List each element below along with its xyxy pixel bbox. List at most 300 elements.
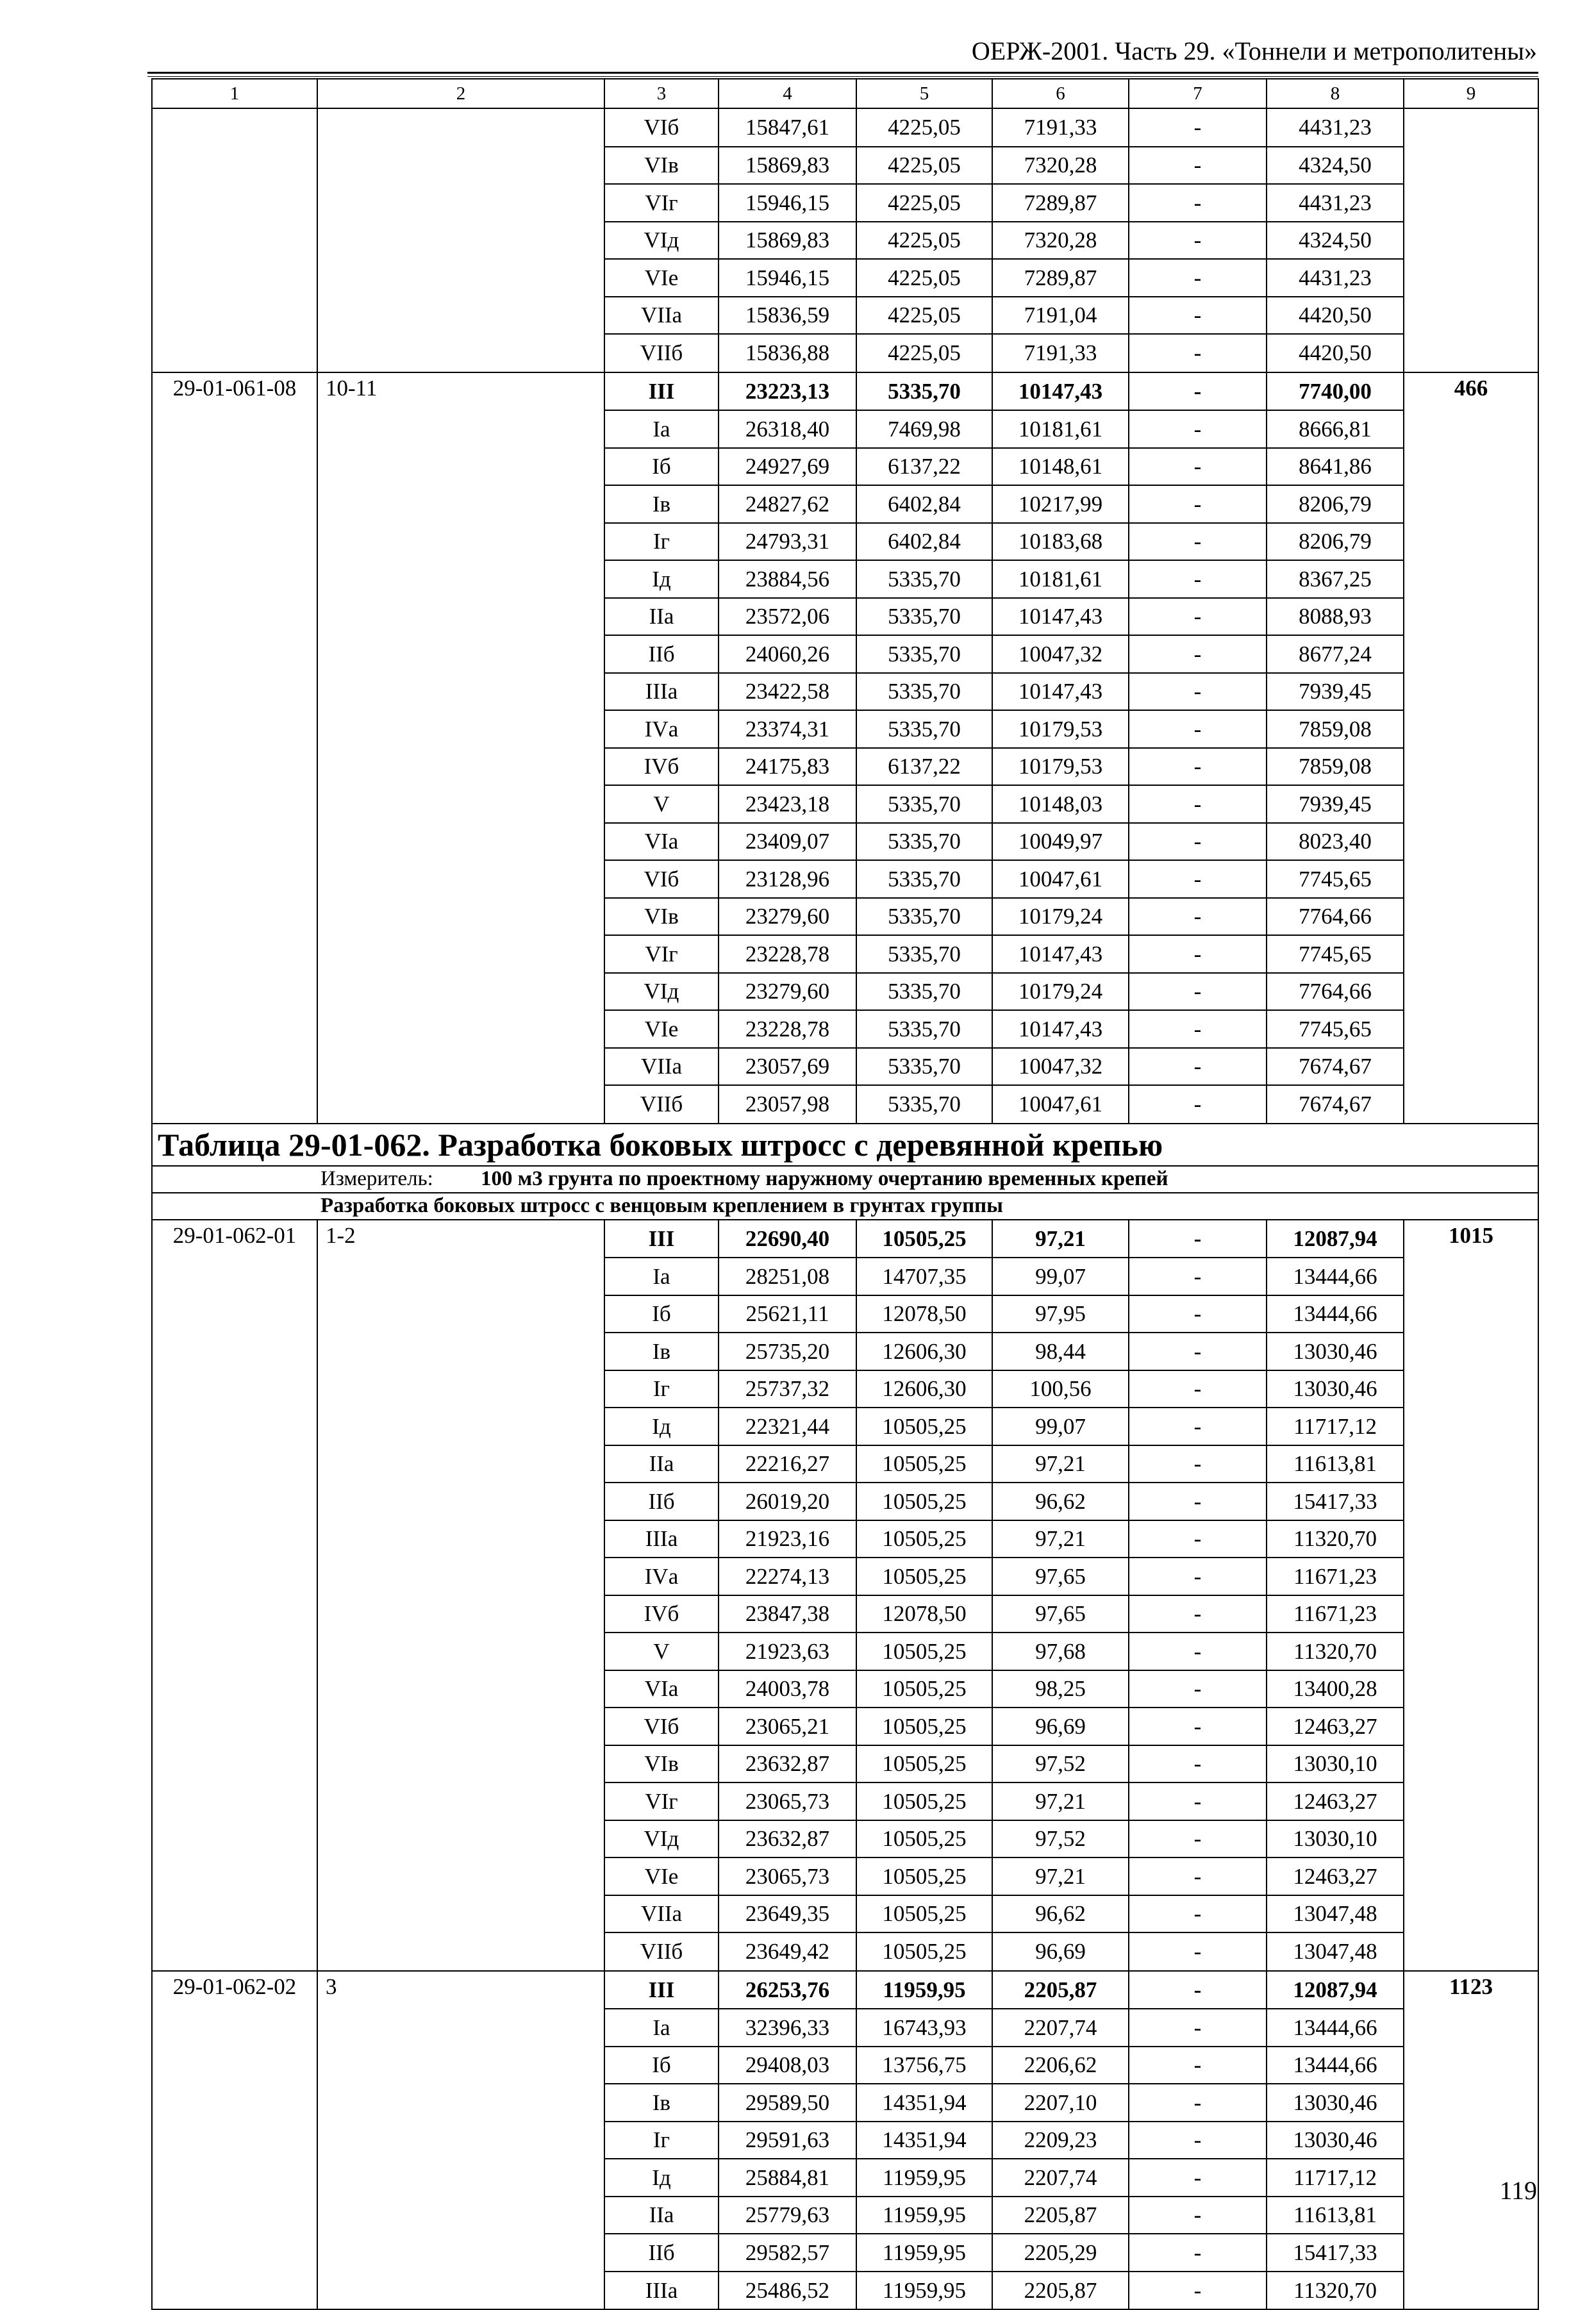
value-cell: 10181,61	[992, 410, 1129, 448]
value-cell: -	[1129, 2084, 1267, 2122]
value-cell: 97,52	[992, 1820, 1129, 1858]
column-header: 3	[604, 79, 719, 108]
table-title: Таблица 29-01-062. Разработка боковых штросс с деревянной крепью	[158, 1126, 1163, 1163]
header-rule	[147, 72, 1538, 74]
value-cell: 4225,05	[856, 222, 992, 260]
value-cell: -	[1129, 1595, 1267, 1633]
empty-cell	[1404, 1370, 1538, 1408]
empty-cell	[152, 1483, 317, 1520]
soil-group-cell: VIе	[604, 259, 719, 297]
empty-cell	[317, 2272, 604, 2310]
value-cell: -	[1129, 1932, 1267, 1971]
soil-group-cell: IIб	[604, 635, 719, 673]
value-cell: 21923,63	[719, 1633, 856, 1670]
soil-group-cell: VIг	[604, 935, 719, 973]
table-row	[152, 147, 1538, 185]
empty-cell	[152, 1445, 317, 1483]
value-cell: -	[1129, 2047, 1267, 2084]
value-cell: 23057,69	[719, 1048, 856, 1086]
empty-cell	[152, 1558, 317, 1595]
value-cell: -	[1129, 1445, 1267, 1483]
column-header: 6	[992, 79, 1129, 108]
empty-cell	[1404, 1483, 1538, 1520]
empty-cell	[317, 297, 604, 335]
value-cell: 97,65	[992, 1558, 1129, 1595]
value-cell: 97,68	[992, 1633, 1129, 1670]
table-row	[152, 1670, 1538, 1708]
soil-group-cell: Iд	[604, 560, 719, 598]
norm-col9: 466	[1404, 372, 1538, 411]
table-row	[152, 898, 1538, 936]
empty-cell	[317, 1708, 604, 1745]
empty-cell	[317, 2159, 604, 2197]
value-cell: 13400,28	[1267, 1670, 1404, 1708]
table-row	[152, 1708, 1538, 1745]
value-cell: -	[1129, 2272, 1267, 2310]
continuation-group	[152, 108, 1538, 372]
value-cell: 4431,23	[1267, 184, 1404, 222]
value-cell: 24003,78	[719, 1670, 856, 1708]
empty-cell	[152, 1708, 317, 1745]
column-header: 1	[152, 79, 317, 108]
soil-group-cell: VIб	[604, 108, 719, 147]
empty-cell	[152, 785, 317, 823]
norm-group-29-01-062-02	[152, 1971, 1538, 2310]
soil-group-cell: IVб	[604, 1595, 719, 1633]
soil-group-cell: VIIа	[604, 297, 719, 335]
value-cell: 10179,53	[992, 710, 1129, 748]
value-cell: 5335,70	[856, 898, 992, 936]
table-row	[152, 184, 1538, 222]
empty-cell	[1404, 222, 1538, 260]
soil-group-cell: VIIб	[604, 1085, 719, 1124]
soil-group-cell: VIг	[604, 184, 719, 222]
empty-cell	[1404, 785, 1538, 823]
empty-cell	[317, 334, 604, 372]
section-row	[152, 1193, 1538, 1220]
value-cell: 8206,79	[1267, 523, 1404, 561]
soil-group-cell: Iв	[604, 485, 719, 523]
empty-cell	[1404, 1258, 1538, 1295]
soil-group-cell: Iа	[604, 410, 719, 448]
empty-cell	[152, 1633, 317, 1670]
value-cell: -	[1129, 1558, 1267, 1595]
value-cell: -	[1129, 1483, 1267, 1520]
empty-cell	[317, 1745, 604, 1783]
value-cell: 96,69	[992, 1708, 1129, 1745]
value-cell: -	[1129, 935, 1267, 973]
value-cell: 8666,81	[1267, 410, 1404, 448]
value-cell: 15417,33	[1267, 2234, 1404, 2272]
value-cell: -	[1129, 1895, 1267, 1933]
soil-group-cell: III	[604, 1971, 719, 2009]
empty-cell	[317, 485, 604, 523]
empty-cell	[1404, 1085, 1538, 1124]
value-cell: -	[1129, 410, 1267, 448]
table-row	[152, 1333, 1538, 1370]
value-cell: 13444,66	[1267, 2047, 1404, 2084]
column-header: 7	[1129, 79, 1267, 108]
table-row	[152, 973, 1538, 1011]
value-cell: -	[1129, 1971, 1267, 2009]
empty-cell	[317, 823, 604, 861]
value-cell: -	[1129, 184, 1267, 222]
value-cell: -	[1129, 2009, 1267, 2047]
table-row	[152, 1971, 1538, 2009]
measure-value: 100 м3 грунта по проектному наружному очертанию временных крепей	[481, 1167, 1168, 1190]
value-cell: 5335,70	[856, 823, 992, 861]
empty-cell	[317, 973, 604, 1011]
table-row	[152, 523, 1538, 561]
soil-group-cell: Iв	[604, 2084, 719, 2122]
empty-cell	[317, 2122, 604, 2159]
empty-cell	[152, 1370, 317, 1408]
value-cell: -	[1129, 1295, 1267, 1333]
soil-group-cell: IIа	[604, 1445, 719, 1483]
empty-cell	[317, 2084, 604, 2122]
soil-group-cell: IIа	[604, 598, 719, 636]
value-cell: 12463,27	[1267, 1708, 1404, 1745]
value-cell: -	[1129, 635, 1267, 673]
soil-group-cell: Iа	[604, 1258, 719, 1295]
value-cell: 13047,48	[1267, 1895, 1404, 1933]
value-cell: 10179,53	[992, 748, 1129, 786]
value-cell: 99,07	[992, 1408, 1129, 1445]
value-cell: 11959,95	[856, 1971, 992, 2009]
value-cell: 10505,25	[856, 1408, 992, 1445]
value-cell: 10505,25	[856, 1670, 992, 1708]
value-cell: 12606,30	[856, 1333, 992, 1370]
empty-cell	[152, 2122, 317, 2159]
value-cell: 10505,25	[856, 1445, 992, 1483]
value-cell: 7191,04	[992, 297, 1129, 335]
value-cell: 14351,94	[856, 2084, 992, 2122]
value-cell: -	[1129, 259, 1267, 297]
empty-cell	[1404, 523, 1538, 561]
table-row	[152, 1595, 1538, 1633]
value-cell: 10147,43	[992, 1010, 1129, 1048]
value-cell: 10047,32	[992, 635, 1129, 673]
value-cell: -	[1129, 147, 1267, 185]
empty-cell	[152, 1085, 317, 1124]
value-cell: 10179,24	[992, 973, 1129, 1011]
empty-cell	[317, 1820, 604, 1858]
value-cell: 13756,75	[856, 2047, 992, 2084]
empty-cell	[1404, 1932, 1538, 1971]
table-title-row	[152, 1124, 1538, 1166]
value-cell: 4225,05	[856, 108, 992, 147]
value-cell: 7740,00	[1267, 372, 1404, 411]
table-row	[152, 259, 1538, 297]
value-cell: 7745,65	[1267, 1010, 1404, 1048]
value-cell: 25779,63	[719, 2197, 856, 2234]
value-cell: 4431,23	[1267, 108, 1404, 147]
value-cell: 23279,60	[719, 898, 856, 936]
value-cell: 6402,84	[856, 523, 992, 561]
empty-cell	[152, 1295, 317, 1333]
norm-group-29-01-062-01	[152, 1220, 1538, 1971]
empty-cell	[1404, 2047, 1538, 2084]
value-cell: 29589,50	[719, 2084, 856, 2122]
norm-category: 1-2	[317, 1220, 604, 1258]
value-cell: 23649,35	[719, 1895, 856, 1933]
value-cell: -	[1129, 523, 1267, 561]
soil-group-cell: III	[604, 1220, 719, 1258]
table-row	[152, 2084, 1538, 2122]
soil-group-cell: IIа	[604, 2197, 719, 2234]
value-cell: 96,69	[992, 1932, 1129, 1971]
empty-cell	[317, 1048, 604, 1086]
value-cell: 96,62	[992, 1895, 1129, 1933]
table-row	[152, 1558, 1538, 1595]
value-cell: -	[1129, 2122, 1267, 2159]
table-row	[152, 1633, 1538, 1670]
value-cell: 6137,22	[856, 448, 992, 486]
empty-cell	[152, 334, 317, 372]
value-cell: 13030,46	[1267, 2084, 1404, 2122]
soil-group-cell: VIв	[604, 1745, 719, 1783]
norm-code: 29-01-062-02	[152, 1971, 317, 2009]
value-cell: 12463,27	[1267, 1782, 1404, 1820]
table-row	[152, 673, 1538, 711]
value-cell: 15869,83	[719, 222, 856, 260]
soil-group-cell: V	[604, 785, 719, 823]
empty-cell	[152, 1782, 317, 1820]
value-cell: 7289,87	[992, 259, 1129, 297]
value-cell: 7469,98	[856, 410, 992, 448]
empty-cell	[1404, 184, 1538, 222]
value-cell: -	[1129, 1220, 1267, 1258]
empty-cell	[152, 1258, 317, 1295]
value-cell: 97,21	[992, 1857, 1129, 1895]
soil-group-cell: IIб	[604, 1483, 719, 1520]
soil-group-cell: IVа	[604, 1558, 719, 1595]
value-cell: 11320,70	[1267, 2272, 1404, 2310]
value-cell: 7745,65	[1267, 935, 1404, 973]
value-cell: -	[1129, 1708, 1267, 1745]
value-cell: 13444,66	[1267, 1295, 1404, 1333]
value-cell: 11959,95	[856, 2197, 992, 2234]
table-row	[152, 1370, 1538, 1408]
value-cell: 2205,87	[992, 1971, 1129, 2009]
empty-cell	[152, 673, 317, 711]
value-cell: 25884,81	[719, 2159, 856, 2197]
empty-cell	[317, 1932, 604, 1971]
empty-cell	[317, 635, 604, 673]
empty-cell	[1404, 1558, 1538, 1595]
header-rule-thin	[147, 76, 1538, 77]
value-cell: 10217,99	[992, 485, 1129, 523]
empty-cell	[152, 935, 317, 973]
soil-group-cell: VIе	[604, 1857, 719, 1895]
empty-cell	[152, 1333, 317, 1370]
table-row	[152, 485, 1538, 523]
value-cell: 8088,93	[1267, 598, 1404, 636]
column-header-row	[152, 79, 1538, 108]
empty-cell	[317, 1258, 604, 1295]
value-cell: 13030,46	[1267, 1370, 1404, 1408]
value-cell: 2207,10	[992, 2084, 1129, 2122]
value-cell: -	[1129, 448, 1267, 486]
measure-label: Измеритель:	[320, 1167, 433, 1190]
value-cell: 5335,70	[856, 598, 992, 636]
value-cell: 10047,32	[992, 1048, 1129, 1086]
empty-cell	[152, 485, 317, 523]
empty-cell	[1404, 410, 1538, 448]
empty-cell	[1404, 635, 1538, 673]
empty-cell	[317, 1445, 604, 1483]
empty-cell	[152, 973, 317, 1011]
value-cell: -	[1129, 485, 1267, 523]
value-cell: 10147,43	[992, 598, 1129, 636]
value-cell: 11959,95	[856, 2272, 992, 2310]
value-cell: 8641,86	[1267, 448, 1404, 486]
value-cell: 2207,74	[992, 2009, 1129, 2047]
soil-group-cell: IIIа	[604, 2272, 719, 2310]
empty-cell	[152, 108, 317, 147]
value-cell: 23884,56	[719, 560, 856, 598]
empty-cell	[317, 785, 604, 823]
value-cell: 29408,03	[719, 2047, 856, 2084]
value-cell: 10505,25	[856, 1932, 992, 1971]
value-cell: 23572,06	[719, 598, 856, 636]
value-cell: 13030,10	[1267, 1820, 1404, 1858]
table-row	[152, 2047, 1538, 2084]
page-number: 119	[1499, 2176, 1537, 2205]
value-cell: 4225,05	[856, 184, 992, 222]
value-cell: 6137,22	[856, 748, 992, 786]
value-cell: 25621,11	[719, 1295, 856, 1333]
soil-group-cell: Iд	[604, 1408, 719, 1445]
soil-group-cell: Iб	[604, 1295, 719, 1333]
value-cell: 10505,25	[856, 1558, 992, 1595]
empty-cell	[1404, 898, 1538, 936]
value-cell: 2205,29	[992, 2234, 1129, 2272]
empty-cell	[1404, 147, 1538, 185]
table-row	[152, 635, 1538, 673]
empty-cell	[1404, 823, 1538, 861]
table-row	[152, 1483, 1538, 1520]
empty-cell	[1404, 1445, 1538, 1483]
value-cell: 7939,45	[1267, 673, 1404, 711]
value-cell: 23423,18	[719, 785, 856, 823]
empty-cell	[317, 147, 604, 185]
value-cell: -	[1129, 598, 1267, 636]
empty-cell	[152, 898, 317, 936]
empty-cell	[1404, 560, 1538, 598]
norm-group-29-01-061-08	[152, 372, 1538, 1124]
column-header: 5	[856, 79, 992, 108]
norm-col9: 1123	[1404, 1971, 1538, 2009]
table-row	[152, 935, 1538, 973]
value-cell: -	[1129, 560, 1267, 598]
value-cell: 26253,76	[719, 1971, 856, 2009]
value-cell: 97,21	[992, 1220, 1129, 1258]
value-cell: 22690,40	[719, 1220, 856, 1258]
table-row	[152, 334, 1538, 372]
empty-cell	[152, 1857, 317, 1895]
value-cell: 24827,62	[719, 485, 856, 523]
value-cell: 12606,30	[856, 1370, 992, 1408]
value-cell: 2209,23	[992, 2122, 1129, 2159]
value-cell: 11717,12	[1267, 2159, 1404, 2197]
value-cell: 10505,25	[856, 1857, 992, 1895]
value-cell: -	[1129, 1085, 1267, 1124]
empty-cell	[152, 523, 317, 561]
soil-group-cell: VIб	[604, 1708, 719, 1745]
value-cell: 10148,61	[992, 448, 1129, 486]
value-cell: -	[1129, 297, 1267, 335]
value-cell: 4324,50	[1267, 147, 1404, 185]
empty-cell	[317, 259, 604, 297]
empty-cell	[317, 1895, 604, 1933]
soil-group-cell: III	[604, 372, 719, 411]
value-cell: 24175,83	[719, 748, 856, 786]
value-cell: 7674,67	[1267, 1048, 1404, 1086]
soil-group-cell: IIIа	[604, 1520, 719, 1558]
table-row	[152, 598, 1538, 636]
value-cell: 10147,43	[992, 935, 1129, 973]
table-row	[152, 2234, 1538, 2272]
empty-cell	[152, 410, 317, 448]
value-cell: -	[1129, 710, 1267, 748]
empty-cell	[1404, 860, 1538, 898]
empty-cell	[317, 860, 604, 898]
value-cell: 7859,08	[1267, 710, 1404, 748]
value-cell: 12463,27	[1267, 1857, 1404, 1895]
empty-cell	[152, 1820, 317, 1858]
value-cell: 7939,45	[1267, 785, 1404, 823]
value-cell: 10505,25	[856, 1745, 992, 1783]
empty-cell	[152, 710, 317, 748]
table-row	[152, 222, 1538, 260]
empty-cell	[317, 1633, 604, 1670]
empty-cell	[317, 448, 604, 486]
value-cell: 23409,07	[719, 823, 856, 861]
value-cell: 7191,33	[992, 108, 1129, 147]
empty-cell	[1404, 2122, 1538, 2159]
table-row	[152, 748, 1538, 786]
empty-cell	[1404, 935, 1538, 973]
soil-group-cell: VIг	[604, 1782, 719, 1820]
value-cell: 96,62	[992, 1483, 1129, 1520]
empty-cell	[152, 2047, 317, 2084]
value-cell: 23128,96	[719, 860, 856, 898]
table-row	[152, 448, 1538, 486]
value-cell: -	[1129, 222, 1267, 260]
value-cell: 11671,23	[1267, 1558, 1404, 1595]
soil-group-cell: VIа	[604, 823, 719, 861]
value-cell: -	[1129, 1370, 1267, 1408]
value-cell: 5335,70	[856, 635, 992, 673]
value-cell: 10183,68	[992, 523, 1129, 561]
table-row	[152, 410, 1538, 448]
value-cell: 6402,84	[856, 485, 992, 523]
value-cell: 8206,79	[1267, 485, 1404, 523]
soil-group-cell: VIд	[604, 973, 719, 1011]
empty-cell	[1404, 673, 1538, 711]
empty-cell	[152, 560, 317, 598]
empty-cell	[317, 1295, 604, 1333]
soil-group-cell: VIIа	[604, 1895, 719, 1933]
value-cell: 23057,98	[719, 1085, 856, 1124]
value-cell: 13444,66	[1267, 2009, 1404, 2047]
measure-row	[152, 1166, 1538, 1193]
table-row	[152, 785, 1538, 823]
soil-group-cell: VIб	[604, 860, 719, 898]
empty-cell	[1404, 1670, 1538, 1708]
value-cell: 11320,70	[1267, 1520, 1404, 1558]
